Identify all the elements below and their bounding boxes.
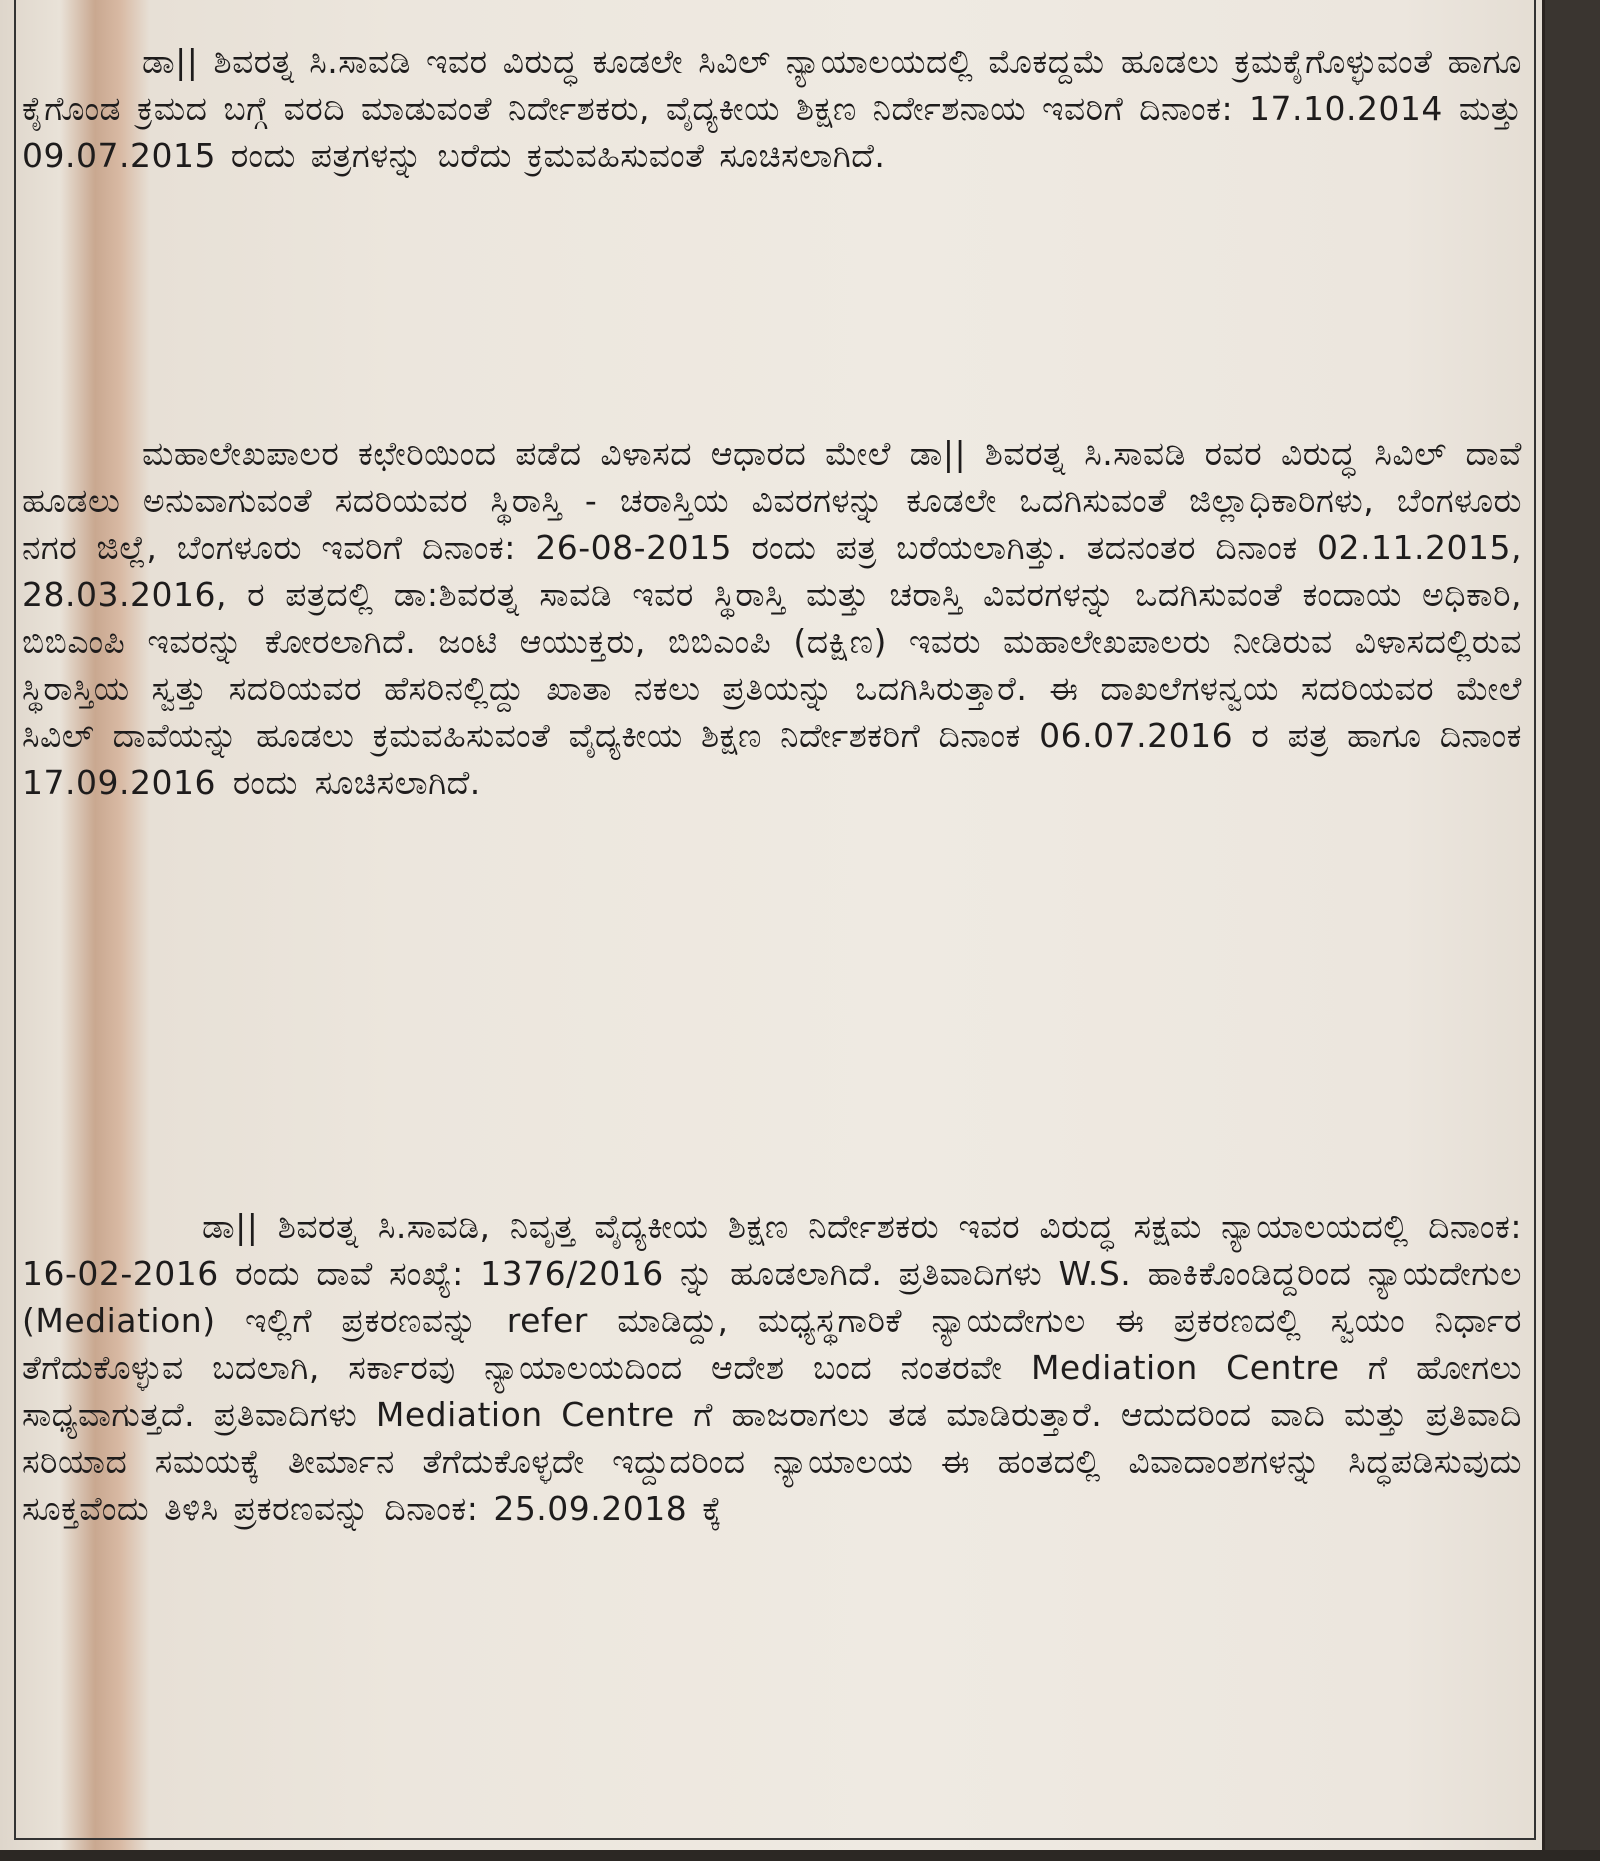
page-border [14, 0, 1536, 1840]
paragraph-1: ಡಾ|| ಶಿವರತ್ನ ಸಿ.ಸಾವಡಿ ಇವರ ವಿರುದ್ಧ ಕೂಡಲೇ ಸಿವಿಲ್ ನ್ಯಾಯಾಲಯದಲ್ಲಿ ಮೊಕದ್ದಮೆ ಹೂಡಲು ಕ್ರಮಕೈಗೊಳ್ಳುವಂತೆ ಹಾಗೂ ಕೈಗೊಂಡ ಕ್ರಮದ ಬಗ್ಗೆ ವರದಿ ಮಾಡುವಂತೆ ನಿರ್ದೇಶಕರು, ವೈದ್ಯಕೀಯ ಶಿಕ್ಷಣ ನಿರ್ದೇಶನಾಯ ಇವರಿಗೆ ದಿನಾಂಕ: 17.10.2014 ಮತ್ತು 09.07.2015 ರಂದು ಪತ್ರಗಳನ್ನು ಬರೆದು ಕ್ರಮವಹಿಸುವಂತೆ ಸೂಚಿಸಲಾಗಿದೆ. [22, 42, 1522, 175]
paragraph-3: ಡಾ|| ಶಿವರತ್ನ ಸಿ.ಸಾವಡಿ, ನಿವೃತ್ತ ವೈದ್ಯಕೀಯ ಶಿಕ್ಷಣ ನಿರ್ದೇಶಕರು ಇವರ ವಿರುದ್ಧ ಸಕ್ಷಮ ನ್ಯಾಯಾಲಯದಲ್ಲಿ ದಿನಾಂಕ: 16-02-2016 ರಂದು ದಾವೆ ಸಂಖ್ಯೆ: 1376/2016 ನ್ನು ಹೂಡಲಾಗಿದೆ. ಪ್ರತಿವಾದಿಗಳು W.S. ಹಾಕಿಕೊಂಡಿದ್ದರಿಂದ ನ್ಯಾಯದೇಗುಲ (Mediation) ಇಲ್ಲಿಗೆ ಪ್ರಕರಣವನ್ನು refer ಮಾಡಿದ್ದು, ಮಧ್ಯಸ್ಥಗಾರಿಕೆ ನ್ಯಾಯದೇಗುಲ ಈ ಪ್ರಕರಣದಲ್ಲಿ ಸ್ವಯಂ ನಿರ್ಧಾರ ತೆಗೆದುಕೊಳ್ಳುವ ಬದಲಾಗಿ, ಸರ್ಕಾರವು ನ್ಯಾಯಾಲಯದಿಂದ ಆದೇಶ ಬಂದ ನಂತರವೇ Mediation Centre ಗೆ ಹೋಗಲು ಸಾಧ್ಯವಾಗುತ್ತದೆ. ಪ್ರತಿವಾದಿಗಳು Mediation Centre ಗೆ ಹಾಜರಾಗಲು ತಡ ಮಾಡಿರುತ್ತಾರೆ. ಆದುದರಿಂದ ವಾದಿ ಮತ್ತು ಪ್ರತಿವಾದಿ ಸರಿಯಾದ ಸಮಯಕ್ಕೆ ತೀರ್ಮಾನ ತೆಗೆದುಕೊಳ್ಳದೇ ಇದ್ದುದರಿಂದ ನ್ಯಾಯಾಲಯ ಈ ಹಂತದಲ್ಲಿ ವಿವಾದಾಂಶಗಳನ್ನು ಸಿದ್ಧಪಡಿಸುವುದು ಸೂಕ್ತವೆಂದು ತಿಳಿಸಿ ಪ್ರಕರಣವನ್ನು ದಿನಾಂಕ: 25.09.2018 ಕ್ಕೆ [22, 1207, 1522, 1528]
scan-edge [0, 1850, 1600, 1861]
paragraph-2: ಮಹಾಲೇಖಪಾಲರ ಕಛೇರಿಯಿಂದ ಪಡೆದ ವಿಳಾಸದ ಆಧಾರದ ಮೇಲೆ ಡಾ|| ಶಿವರತ್ನ ಸಿ.ಸಾವಡಿ ರವರ ವಿರುದ್ಧ ಸಿವಿಲ್ ದಾವೆ ಹೂಡಲು ಅನುವಾಗುವಂತೆ ಸದರಿಯವರ ಸ್ಥಿರಾಸ್ತಿ - ಚರಾಸ್ತಿಯ ವಿವರಗಳನ್ನು ಕೂಡಲೇ ಒದಗಿಸುವಂತೆ ಜಿಲ್ಲಾಧಿಕಾರಿಗಳು, ಬೆಂಗಳೂರು ನಗರ ಜಿಲ್ಲೆ, ಬೆಂಗಳೂರು ಇವರಿಗೆ ದಿನಾಂಕ: 26-08-2015 ರಂದು ಪತ್ರ ಬರೆಯಲಾಗಿತ್ತು. ತದನಂತರ ದಿನಾಂಕ 02.11.2015, 28.03.2016, ರ ಪತ್ರದಲ್ಲಿ ಡಾ:ಶಿವರತ್ನ ಸಾವಡಿ ಇವರ ಸ್ಥಿರಾಸ್ತಿ ಮತ್ತು ಚರಾಸ್ತಿ ವಿವರಗಳನ್ನು ಒದಗಿಸುವಂತೆ ಕಂದಾಯ ಅಧಿಕಾರಿ, ಬಿಬಿಎಂಪಿ ಇವರನ್ನು ಕೋರಲಾಗಿದೆ. ಜಂಟಿ ಆಯುಕ್ತರು, ಬಿಬಿಎಂಪಿ (ದಕ್ಷಿಣ) ಇವರು ಮಹಾಲೇಖಪಾಲರು ನೀಡಿರುವ ವಿಳಾಸದಲ್ಲಿರುವ ಸ್ಥಿರಾಸ್ತಿಯ ಸ್ವತ್ತು ಸದರಿಯವರ ಹೆಸರಿನಲ್ಲಿದ್ದು ಖಾತಾ ನಕಲು ಪ್ರತಿಯನ್ನು ಒದಗಿಸಿರುತ್ತಾರೆ. ಈ ದಾಖಲೆಗಳನ್ವಯ ಸದರಿಯವರ ಮೇಲೆ ಸಿವಿಲ್ ದಾವೆಯನ್ನು ಹೂಡಲು ಕ್ರಮವಹಿಸುವಂತೆ ವೈದ್ಯಕೀಯ ಶಿಕ್ಷಣ ನಿರ್ದೇಶಕರಿಗೆ ದಿನಾಂಕ 06.07.2016 ರ ಪತ್ರ ಹಾಗೂ ದಿನಾಂಕ 17.09.2016 ರಂದು ಸೂಚಿಸಲಾಗಿದೆ. [22, 434, 1522, 802]
